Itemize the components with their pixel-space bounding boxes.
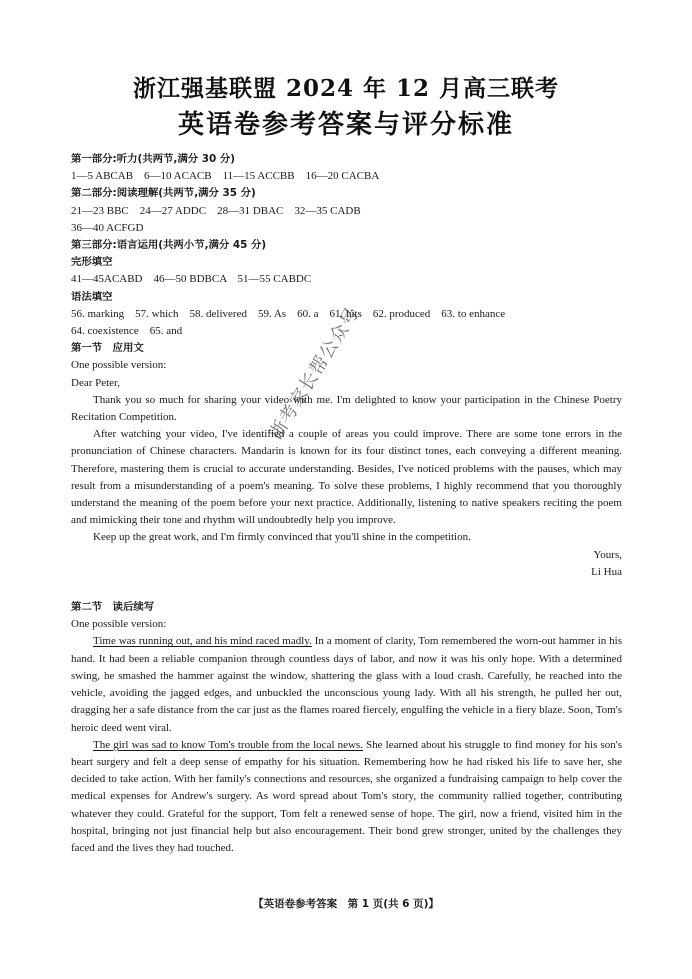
writing2-intro: One possible version: bbox=[71, 618, 167, 631]
letter-salutation: Dear Peter, bbox=[71, 376, 121, 389]
page-content bbox=[71, 151, 622, 857]
cloze-answers: 41—45ACABD 46—50 BDBCA 51—55 CABDC bbox=[71, 273, 312, 286]
writing2-heading: 第二节 读后续写 bbox=[71, 601, 155, 614]
part1-answers: 1—5 ABCAB 6—10 ACACB 11—15 ACCBB 16—20 CACBA bbox=[71, 170, 380, 183]
part2-answers-line2: 36—40 ACFGD bbox=[71, 221, 144, 234]
grammar-heading: 语法填空 bbox=[71, 290, 113, 303]
exam-title: 浙江强基联盟 2024 年 12 月高三联考 bbox=[132, 75, 560, 102]
letter-paragraph-3: Keep up the great work, and I'm firmly convinced that you'll shine in the competition. bbox=[93, 531, 471, 544]
continuation-paragraph-1 bbox=[71, 633, 622, 736]
paragraph-2-given-opening: The girl was sad to know Tom's trouble from the local news. bbox=[93, 738, 363, 751]
page-footer: 【英语卷参考答案 第 1 页(共 6 页)】 bbox=[253, 898, 439, 910]
part1-heading: 第一部分:听力(共两节,满分 30 分) bbox=[71, 153, 235, 165]
writing1-heading: 第一节 应用文 bbox=[71, 342, 144, 355]
letter-closing: Yours, bbox=[593, 548, 622, 561]
writing1-intro: One possible version: bbox=[71, 359, 167, 372]
answer-key-title: 英语卷参考答案与评分标准 bbox=[177, 110, 514, 140]
section-spacer bbox=[71, 581, 622, 599]
part3-heading: 第三部分:语言运用(共两小节,满分 45 分) bbox=[71, 239, 267, 252]
paragraph-1-body: In a moment of clarity, Tom remembered the worn-out hammer in his hand. It had been a reliable companion through countless days of labor, and now it was his only hope. With a determined swing, he smashed the hammer against the window, shattering the glass with a loud crash. Carefully, he reached into the vehicle, avoiding the jagged edges, and unbuckled the unconscious young lady. With all his strength, he pulled her out, dragging her a safe distance from the car just as the flames roared fiercely, engulfing the vehicle in a fiery blaze. Soon, Tom's heroic deed went viral. bbox=[71, 635, 623, 734]
letter-paragraph-1: Thank you so much for sharing your video with me. I'm delighted to know your participation in the Chinese Poetry Recitation Competition. bbox=[71, 393, 622, 424]
continuation-paragraph-2 bbox=[71, 737, 622, 857]
cloze-heading: 完形填空 bbox=[71, 256, 113, 269]
watermark: 浙考家长帮公众号 bbox=[265, 303, 364, 444]
paragraph-2-body: She learned about his struggle to find money for his son's heart surgery and felt a deep sense of empathy for his situation. Remembering how he had risked his life to save her, she decided to take action. With her family's connections and resources, she organized a fundraising campaign to help cover the medical expenses for Andrew's surgery. As word spread about Tom's story, the community rallied together, contributing whatever they could. Grateful for the support, Tom felt a renewed sense of hope. The girl, now a friend, visited him in the hospital, bringing not just financial help but also encouragement. Their bond grew stronger, united by the challenges they faced and the lives they had touched. bbox=[71, 738, 622, 854]
paragraph-1-given-opening: Time was running out, and his mind raced madly. bbox=[93, 635, 312, 648]
letter-signature: Li Hua bbox=[591, 565, 622, 578]
letter-paragraph-2: After watching your video, I've identified a couple of areas you could improve. There are some tone errors in the pronunciation of Chinese characters. Mandarin is known for its four distinct tones, each conveying a different meaning. Therefore, mastering them is crucial to accurate understanding. Besides, I've noticed problems with the pauses, which may result from a misunderstanding of a poem's meaning. To solve these problems, I highly recommend that you thoroughly understand the meaning of the poem before your next practice. Additionally, listening to native speakers reciting the poem and mimicking their tone and rhythm will undoubtedly help you improve. bbox=[71, 428, 622, 527]
grammar-answers-line1: 56. marking 57. which 58. delivered 59. As 60. a 61. hits 62. produced 63. to enhance bbox=[71, 307, 506, 320]
grammar-answers-line2: 64. coexistence 65. and bbox=[71, 325, 183, 338]
part2-answers-line1: 21—23 BBC 24—27 ADDC 28—31 DBAC 32—35 CADB bbox=[71, 204, 361, 217]
part2-heading: 第二部分:阅读理解(共两节,满分 35 分) bbox=[71, 187, 256, 200]
